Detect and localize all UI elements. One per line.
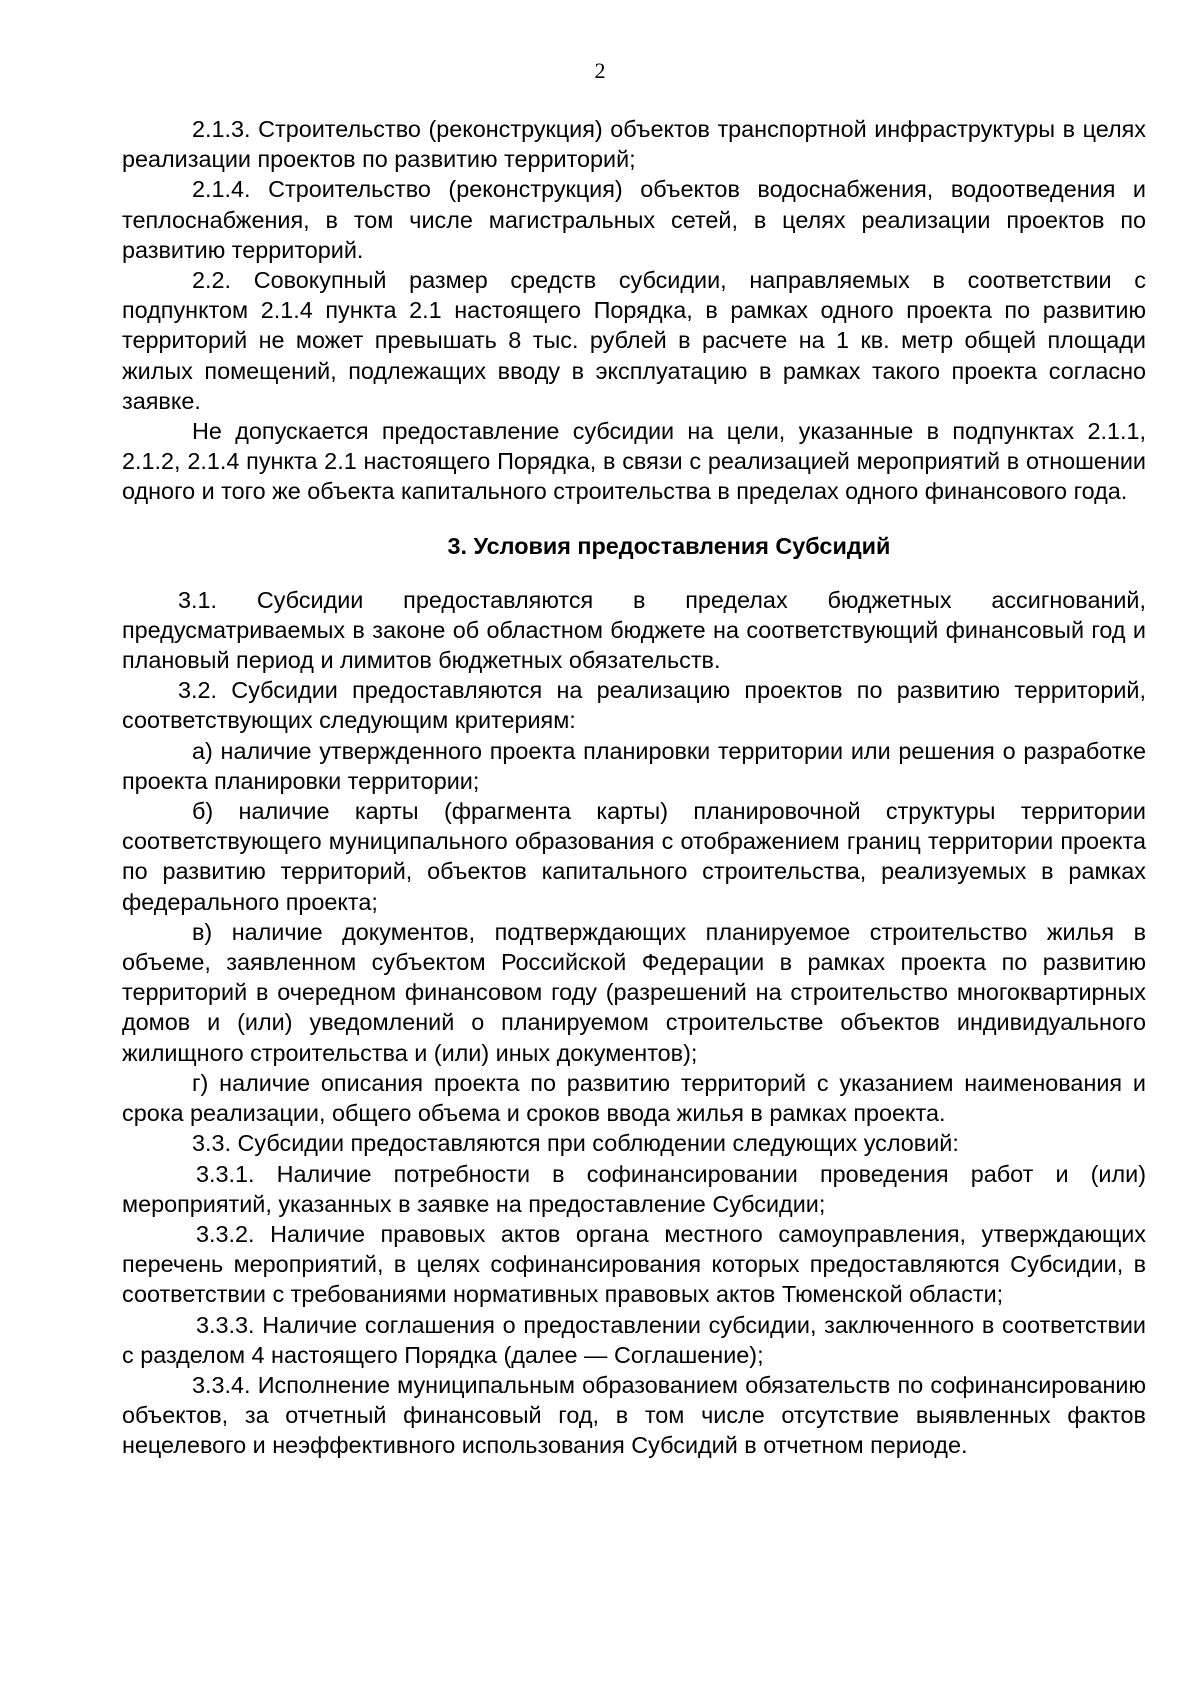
paragraph-3-1: 3.1. Субсидии предоставляются в пределах бюджетных ассигнований, предусматриваемых в законе об областном бюджете на соответствующий финансовый год и плановый период и лимитов бюджетных обязательств. — [122, 586, 1146, 674]
document-body — [122, 114, 1146, 1461]
paragraph-2-2: 2.2. Совокупный размер средств субсидии, направляемых в соответствии с подпунктом 2.1.4 пункта 2.1 настоящего Порядка, в рамках одного проекта по развитию территорий не может превышать 8 тыс. рублей в расчете на 1 кв. метр общей площади жилых помещений, подлежащих вводу в эксплуатацию в рамках такого проекта согласно заявке. — [122, 267, 1146, 414]
paragraph-criterion-b: б) наличие карты (фрагмента карты) планировочной структуры территории соответствующего муниципального образования с отображением границ территории проекта по развитию территорий, объектов капитального строительства, реализуемых в рамках федерального проекта; — [122, 798, 1146, 915]
paragraph-3-3-1: 3.3.1. Наличие потребности в софинансировании проведения работ и (или) мероприятий, указанных в заявке на предоставление Субсидии; — [122, 1160, 1146, 1217]
paragraph-3-3-3: 3.3.3. Наличие соглашения о предоставлении субсидии, заключенного в соответствии с разделом 4 настоящего Порядка (далее — Соглашение); — [122, 1311, 1146, 1368]
paragraph-criterion-a: а) наличие утвержденного проекта планировки территории или решения о разработке проекта планировки территории; — [122, 737, 1146, 794]
paragraph-3-3-2: 3.3.2. Наличие правовых актов органа местного самоуправления, утверждающих перечень мероприятий, в целях софинансирования которых предоставляются Субсидии, в соответствии с требованиями нормативных правовых актов Тюменской области; — [122, 1220, 1146, 1308]
page-number: 2 — [594, 58, 606, 83]
paragraph-2-1-4: 2.1.4. Строительство (реконструкция) объектов водоснабжения, водоотведения и теплоснабжения, в том числе магистральных сетей, в целях реализации проектов по развитию территорий. — [122, 176, 1146, 263]
section-heading: 3. Условия предоставления Субсидий — [447, 532, 891, 559]
paragraph-3-2: 3.2. Субсидии предоставляются на реализацию проектов по развитию территорий, соответствующих следующим критериям: — [122, 677, 1146, 734]
paragraph-restriction: Не допускается предоставление субсидии на цели, указанные в подпунктах 2.1.1, 2.1.2, 2.1.4 пункта 2.1 настоящего Порядка, в связи с реализацией мероприятий в отношении одного и того же объекта капитального строительства в пределах одного финансового года. — [122, 418, 1146, 505]
paragraph-criterion-v: в) наличие документов, подтверждающих планируемое строительство жилья в объеме, заявленном субъектом Российской Федерации в рамках проекта по развитию территорий в очередном финансовом году (разрешений на строительство многоквартирных домов и (или) уведомлений о планируемом строительстве объектов индивидуального жилищного строительства и (или) иных документов); — [122, 918, 1146, 1066]
paragraph-2-1-3: 2.1.3. Строительство (реконструкция) объектов транспортной инфраструктуры в целях реализации проектов по развитию территорий; — [122, 116, 1146, 173]
paragraph-criterion-g: г) наличие описания проекта по развитию территорий с указанием наименования и срока реализации, общего объема и сроков ввода жилья в рамках проекта. — [122, 1069, 1146, 1127]
paragraph-3-3: 3.3. Субсидии предоставляются при соблюдении следующих условий: — [192, 1130, 959, 1157]
paragraph-3-3-4: 3.3.4. Исполнение муниципальным образованием обязательств по софинансированию объектов, за отчетный финансовый год, в том числе отсутствие выявленных фактов нецелевого и неэффективного использования Субсидий в отчетном периоде. — [122, 1371, 1146, 1459]
